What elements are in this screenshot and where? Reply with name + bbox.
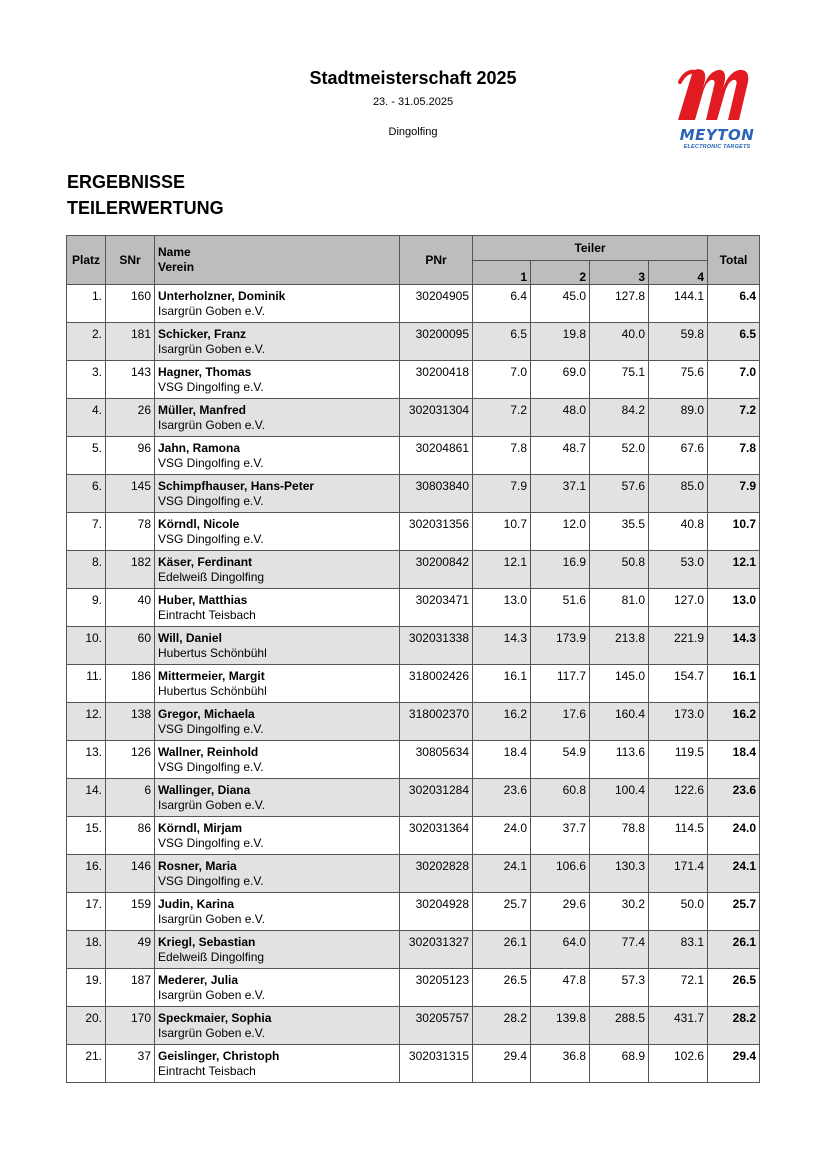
- cell-teiler-2: 48.0: [531, 399, 590, 437]
- cell-teiler-2: 48.7: [531, 437, 590, 475]
- cell-platz: 4.: [67, 399, 106, 437]
- club-name: Eintracht Teisbach: [158, 1064, 256, 1078]
- cell-total: 10.7: [708, 513, 760, 551]
- cell-teiler-2: 51.6: [531, 589, 590, 627]
- table-row: [67, 627, 760, 665]
- cell-teiler-3: 113.6: [590, 741, 649, 779]
- cell-teiler-1: 18.4: [473, 741, 531, 779]
- cell-teiler-3: 40.0: [590, 323, 649, 361]
- cell-platz: 16.: [67, 855, 106, 893]
- cell-teiler-2: 69.0: [531, 361, 590, 399]
- cell-snr: 37: [106, 1045, 155, 1083]
- table-row: [67, 589, 760, 627]
- cell-name-verein: [155, 931, 400, 969]
- club-name: VSG Dingolfing e.V.: [158, 760, 264, 774]
- meyton-logo-mark: [672, 64, 762, 126]
- cell-teiler-1: 7.8: [473, 437, 531, 475]
- cell-snr: 78: [106, 513, 155, 551]
- cell-pnr: 318002426: [400, 665, 473, 703]
- cell-teiler-4: 127.0: [649, 589, 708, 627]
- col-header-verein: Verein: [158, 260, 195, 274]
- club-name: VSG Dingolfing e.V.: [158, 836, 264, 850]
- cell-snr: 170: [106, 1007, 155, 1045]
- cell-total: 6.5: [708, 323, 760, 361]
- cell-total: 7.9: [708, 475, 760, 513]
- shooter-name: Käser, Ferdinant: [158, 555, 253, 569]
- club-name: VSG Dingolfing e.V.: [158, 494, 264, 508]
- cell-total: 16.1: [708, 665, 760, 703]
- cell-platz: 6.: [67, 475, 106, 513]
- cell-platz: 14.: [67, 779, 106, 817]
- club-name: Isargrün Goben e.V.: [158, 342, 265, 356]
- cell-pnr: 30204928: [400, 893, 473, 931]
- cell-teiler-4: 72.1: [649, 969, 708, 1007]
- col-header-teiler-1: 1: [473, 261, 531, 285]
- cell-name-verein: [155, 817, 400, 855]
- shooter-name: Mederer, Julia: [158, 973, 239, 987]
- cell-platz: 20.: [67, 1007, 106, 1045]
- cell-teiler-2: 173.9: [531, 627, 590, 665]
- cell-total: 7.8: [708, 437, 760, 475]
- cell-platz: 10.: [67, 627, 106, 665]
- shooter-name: Huber, Matthias: [158, 593, 248, 607]
- col-header-teiler: Teiler: [473, 236, 708, 261]
- cell-pnr: 30200418: [400, 361, 473, 399]
- cell-teiler-3: 52.0: [590, 437, 649, 475]
- club-name: Isargrün Goben e.V.: [158, 418, 265, 432]
- col-header-teiler-4: 4: [649, 261, 708, 285]
- cell-teiler-2: 54.9: [531, 741, 590, 779]
- club-name: VSG Dingolfing e.V.: [158, 456, 264, 470]
- cell-teiler-1: 23.6: [473, 779, 531, 817]
- cell-pnr: 30202828: [400, 855, 473, 893]
- cell-teiler-1: 7.9: [473, 475, 531, 513]
- shooter-name: Kriegl, Sebastian: [158, 935, 256, 949]
- shooter-name: Gregor, Michaela: [158, 707, 255, 721]
- cell-teiler-4: 89.0: [649, 399, 708, 437]
- cell-snr: 182: [106, 551, 155, 589]
- cell-snr: 86: [106, 817, 155, 855]
- results-table: [66, 235, 760, 1083]
- cell-teiler-2: 29.6: [531, 893, 590, 931]
- cell-name-verein: [155, 551, 400, 589]
- cell-teiler-4: 53.0: [649, 551, 708, 589]
- cell-name-verein: [155, 1007, 400, 1045]
- table-row: [67, 931, 760, 969]
- cell-name-verein: [155, 323, 400, 361]
- cell-name-verein: [155, 627, 400, 665]
- cell-teiler-4: 119.5: [649, 741, 708, 779]
- table-row: [67, 551, 760, 589]
- cell-teiler-4: 144.1: [649, 285, 708, 323]
- cell-platz: 9.: [67, 589, 106, 627]
- club-name: Eintracht Teisbach: [158, 608, 256, 622]
- cell-pnr: 302031356: [400, 513, 473, 551]
- club-name: Isargrün Goben e.V.: [158, 988, 265, 1002]
- cell-total: 23.6: [708, 779, 760, 817]
- cell-pnr: 302031315: [400, 1045, 473, 1083]
- shooter-name: Müller, Manfred: [158, 403, 247, 417]
- cell-snr: 126: [106, 741, 155, 779]
- table-row: [67, 741, 760, 779]
- col-header-teiler-3: 3: [590, 261, 649, 285]
- cell-pnr: 30204905: [400, 285, 473, 323]
- cell-teiler-3: 35.5: [590, 513, 649, 551]
- cell-teiler-2: 64.0: [531, 931, 590, 969]
- cell-total: 7.0: [708, 361, 760, 399]
- cell-snr: 138: [106, 703, 155, 741]
- cell-teiler-3: 77.4: [590, 931, 649, 969]
- cell-teiler-4: 122.6: [649, 779, 708, 817]
- col-header-platz: Platz: [67, 236, 106, 285]
- cell-pnr: 30205757: [400, 1007, 473, 1045]
- cell-platz: 19.: [67, 969, 106, 1007]
- cell-total: 13.0: [708, 589, 760, 627]
- cell-pnr: 30204861: [400, 437, 473, 475]
- cell-pnr: 30205123: [400, 969, 473, 1007]
- club-name: Isargrün Goben e.V.: [158, 912, 265, 926]
- cell-teiler-3: 78.8: [590, 817, 649, 855]
- club-name: VSG Dingolfing e.V.: [158, 532, 264, 546]
- cell-teiler-4: 50.0: [649, 893, 708, 931]
- cell-name-verein: [155, 475, 400, 513]
- cell-teiler-4: 102.6: [649, 1045, 708, 1083]
- table-row: [67, 969, 760, 1007]
- cell-teiler-3: 81.0: [590, 589, 649, 627]
- club-name: Isargrün Goben e.V.: [158, 1026, 265, 1040]
- cell-teiler-2: 37.1: [531, 475, 590, 513]
- cell-name-verein: [155, 779, 400, 817]
- cell-total: 26.1: [708, 931, 760, 969]
- cell-snr: 145: [106, 475, 155, 513]
- table-row: [67, 1045, 760, 1083]
- cell-total: 24.0: [708, 817, 760, 855]
- cell-teiler-3: 75.1: [590, 361, 649, 399]
- club-name: Edelweiß Dingolfing: [158, 950, 265, 964]
- meyton-logo: [672, 64, 762, 154]
- cell-teiler-1: 26.5: [473, 969, 531, 1007]
- col-header-teiler-2: 2: [531, 261, 590, 285]
- cell-teiler-2: 19.8: [531, 323, 590, 361]
- cell-total: 24.1: [708, 855, 760, 893]
- shooter-name: Wallner, Reinhold: [158, 745, 259, 759]
- table-row: [67, 323, 760, 361]
- shooter-name: Unterholzner, Dominik: [158, 289, 286, 303]
- table-row: [67, 475, 760, 513]
- cell-total: 14.3: [708, 627, 760, 665]
- shooter-name: Judin, Karina: [158, 897, 235, 911]
- table-row: [67, 893, 760, 931]
- cell-platz: 17.: [67, 893, 106, 931]
- cell-teiler-3: 84.2: [590, 399, 649, 437]
- section-heading-results: ERGEBNISSE: [67, 172, 186, 192]
- cell-teiler-4: 59.8: [649, 323, 708, 361]
- cell-teiler-2: 47.8: [531, 969, 590, 1007]
- club-name: VSG Dingolfing e.V.: [158, 380, 264, 394]
- cell-teiler-3: 145.0: [590, 665, 649, 703]
- cell-pnr: 30200095: [400, 323, 473, 361]
- cell-teiler-4: 221.9: [649, 627, 708, 665]
- cell-total: 12.1: [708, 551, 760, 589]
- cell-name-verein: [155, 969, 400, 1007]
- cell-platz: 2.: [67, 323, 106, 361]
- cell-teiler-1: 13.0: [473, 589, 531, 627]
- cell-teiler-1: 6.5: [473, 323, 531, 361]
- club-name: VSG Dingolfing e.V.: [158, 722, 264, 736]
- event-dates: 23. - 31.05.2025: [372, 96, 454, 108]
- col-header-total: Total: [708, 236, 760, 285]
- cell-teiler-1: 25.7: [473, 893, 531, 931]
- cell-teiler-4: 171.4: [649, 855, 708, 893]
- cell-teiler-2: 139.8: [531, 1007, 590, 1045]
- cell-teiler-2: 16.9: [531, 551, 590, 589]
- shooter-name: Mittermeier, Margit: [158, 669, 265, 683]
- shooter-name: Geislinger, Christoph: [158, 1049, 280, 1063]
- cell-name-verein: [155, 855, 400, 893]
- cell-platz: 11.: [67, 665, 106, 703]
- shooter-name: Wallinger, Diana: [158, 783, 251, 797]
- cell-teiler-1: 24.1: [473, 855, 531, 893]
- cell-snr: 26: [106, 399, 155, 437]
- meyton-logo-subtext: ELECTRONIC TARGETS: [683, 144, 751, 150]
- shooter-name: Schicker, Franz: [158, 327, 247, 341]
- club-name: Isargrün Goben e.V.: [158, 798, 265, 812]
- cell-total: 28.2: [708, 1007, 760, 1045]
- cell-teiler-3: 100.4: [590, 779, 649, 817]
- shooter-name: Körndl, Mirjam: [158, 821, 243, 835]
- col-header-snr: SNr: [106, 236, 155, 285]
- cell-platz: 7.: [67, 513, 106, 551]
- cell-name-verein: [155, 437, 400, 475]
- cell-name-verein: [155, 1045, 400, 1083]
- cell-snr: 186: [106, 665, 155, 703]
- cell-teiler-1: 26.1: [473, 931, 531, 969]
- shooter-name: Hagner, Thomas: [158, 365, 252, 379]
- shooter-name: Speckmaier, Sophia: [158, 1011, 272, 1025]
- cell-pnr: 30803840: [400, 475, 473, 513]
- cell-snr: 6: [106, 779, 155, 817]
- cell-snr: 143: [106, 361, 155, 399]
- table-row: [67, 399, 760, 437]
- cell-teiler-2: 12.0: [531, 513, 590, 551]
- meyton-logo-text: MEYTON: [679, 126, 755, 144]
- cell-teiler-1: 29.4: [473, 1045, 531, 1083]
- shooter-name: Schimpfhauser, Hans-Peter: [158, 479, 315, 493]
- cell-teiler-1: 14.3: [473, 627, 531, 665]
- cell-snr: 146: [106, 855, 155, 893]
- cell-teiler-4: 154.7: [649, 665, 708, 703]
- cell-snr: 60: [106, 627, 155, 665]
- cell-teiler-3: 50.8: [590, 551, 649, 589]
- cell-teiler-3: 213.8: [590, 627, 649, 665]
- cell-total: 7.2: [708, 399, 760, 437]
- col-header-name: Name: [158, 245, 191, 259]
- cell-teiler-4: 85.0: [649, 475, 708, 513]
- cell-teiler-4: 114.5: [649, 817, 708, 855]
- cell-teiler-3: 288.5: [590, 1007, 649, 1045]
- cell-name-verein: [155, 893, 400, 931]
- cell-pnr: 302031327: [400, 931, 473, 969]
- cell-total: 29.4: [708, 1045, 760, 1083]
- cell-platz: 12.: [67, 703, 106, 741]
- shooter-name: Will, Daniel: [158, 631, 222, 645]
- cell-teiler-1: 12.1: [473, 551, 531, 589]
- cell-pnr: 30805634: [400, 741, 473, 779]
- cell-total: 16.2: [708, 703, 760, 741]
- cell-snr: 159: [106, 893, 155, 931]
- cell-total: 18.4: [708, 741, 760, 779]
- cell-teiler-1: 28.2: [473, 1007, 531, 1045]
- cell-teiler-2: 117.7: [531, 665, 590, 703]
- cell-teiler-1: 24.0: [473, 817, 531, 855]
- cell-pnr: 302031364: [400, 817, 473, 855]
- cell-platz: 18.: [67, 931, 106, 969]
- cell-teiler-2: 106.6: [531, 855, 590, 893]
- cell-teiler-2: 37.7: [531, 817, 590, 855]
- cell-total: 25.7: [708, 893, 760, 931]
- cell-name-verein: [155, 399, 400, 437]
- col-header-name-verein: [155, 236, 400, 285]
- table-row: [67, 1007, 760, 1045]
- shooter-name: Jahn, Ramona: [158, 441, 241, 455]
- cell-pnr: 302031304: [400, 399, 473, 437]
- club-name: Hubertus Schönbühl: [158, 684, 267, 698]
- club-name: Edelweiß Dingolfing: [158, 570, 265, 584]
- cell-teiler-4: 40.8: [649, 513, 708, 551]
- table-row: [67, 437, 760, 475]
- shooter-name: Körndl, Nicole: [158, 517, 240, 531]
- table-row: [67, 703, 760, 741]
- col-header-pnr: PNr: [400, 236, 473, 285]
- event-location: Dingolfing: [388, 126, 438, 138]
- cell-teiler-1: 6.4: [473, 285, 531, 323]
- table-row: [67, 855, 760, 893]
- cell-teiler-4: 67.6: [649, 437, 708, 475]
- cell-teiler-2: 60.8: [531, 779, 590, 817]
- cell-platz: 1.: [67, 285, 106, 323]
- cell-pnr: 318002370: [400, 703, 473, 741]
- cell-name-verein: [155, 741, 400, 779]
- cell-name-verein: [155, 513, 400, 551]
- results-table-body: [67, 285, 760, 1083]
- club-name: VSG Dingolfing e.V.: [158, 874, 264, 888]
- cell-platz: 3.: [67, 361, 106, 399]
- cell-platz: 5.: [67, 437, 106, 475]
- cell-pnr: 302031338: [400, 627, 473, 665]
- club-name: Isargrün Goben e.V.: [158, 304, 265, 318]
- section-heading-teilerwertung: TEILERWERTUNG: [67, 198, 224, 218]
- cell-total: 26.5: [708, 969, 760, 1007]
- cell-platz: 8.: [67, 551, 106, 589]
- cell-pnr: 302031284: [400, 779, 473, 817]
- cell-platz: 21.: [67, 1045, 106, 1083]
- cell-pnr: 30200842: [400, 551, 473, 589]
- cell-teiler-4: 83.1: [649, 931, 708, 969]
- cell-teiler-1: 7.2: [473, 399, 531, 437]
- shooter-name: Rosner, Maria: [158, 859, 237, 873]
- cell-name-verein: [155, 589, 400, 627]
- cell-name-verein: [155, 703, 400, 741]
- cell-teiler-4: 173.0: [649, 703, 708, 741]
- cell-teiler-3: 130.3: [590, 855, 649, 893]
- table-row: [67, 779, 760, 817]
- cell-name-verein: [155, 361, 400, 399]
- cell-teiler-4: 75.6: [649, 361, 708, 399]
- table-row: [67, 513, 760, 551]
- cell-teiler-3: 68.9: [590, 1045, 649, 1083]
- cell-name-verein: [155, 285, 400, 323]
- cell-teiler-3: 127.8: [590, 285, 649, 323]
- cell-total: 6.4: [708, 285, 760, 323]
- cell-snr: 96: [106, 437, 155, 475]
- table-row: [67, 285, 760, 323]
- cell-teiler-2: 17.6: [531, 703, 590, 741]
- cell-teiler-3: 57.3: [590, 969, 649, 1007]
- cell-teiler-3: 30.2: [590, 893, 649, 931]
- document-title: Stadtmeisterschaft 2025: [309, 68, 517, 88]
- cell-teiler-1: 7.0: [473, 361, 531, 399]
- cell-teiler-4: 431.7: [649, 1007, 708, 1045]
- cell-snr: 40: [106, 589, 155, 627]
- cell-teiler-3: 57.6: [590, 475, 649, 513]
- cell-teiler-2: 36.8: [531, 1045, 590, 1083]
- table-row: [67, 665, 760, 703]
- cell-teiler-2: 45.0: [531, 285, 590, 323]
- cell-name-verein: [155, 665, 400, 703]
- table-row: [67, 817, 760, 855]
- cell-teiler-1: 10.7: [473, 513, 531, 551]
- cell-teiler-1: 16.2: [473, 703, 531, 741]
- table-row: [67, 361, 760, 399]
- cell-platz: 15.: [67, 817, 106, 855]
- cell-pnr: 30203471: [400, 589, 473, 627]
- cell-teiler-1: 16.1: [473, 665, 531, 703]
- cell-teiler-3: 160.4: [590, 703, 649, 741]
- club-name: Hubertus Schönbühl: [158, 646, 267, 660]
- cell-snr: 187: [106, 969, 155, 1007]
- cell-snr: 49: [106, 931, 155, 969]
- cell-platz: 13.: [67, 741, 106, 779]
- cell-snr: 181: [106, 323, 155, 361]
- cell-snr: 160: [106, 285, 155, 323]
